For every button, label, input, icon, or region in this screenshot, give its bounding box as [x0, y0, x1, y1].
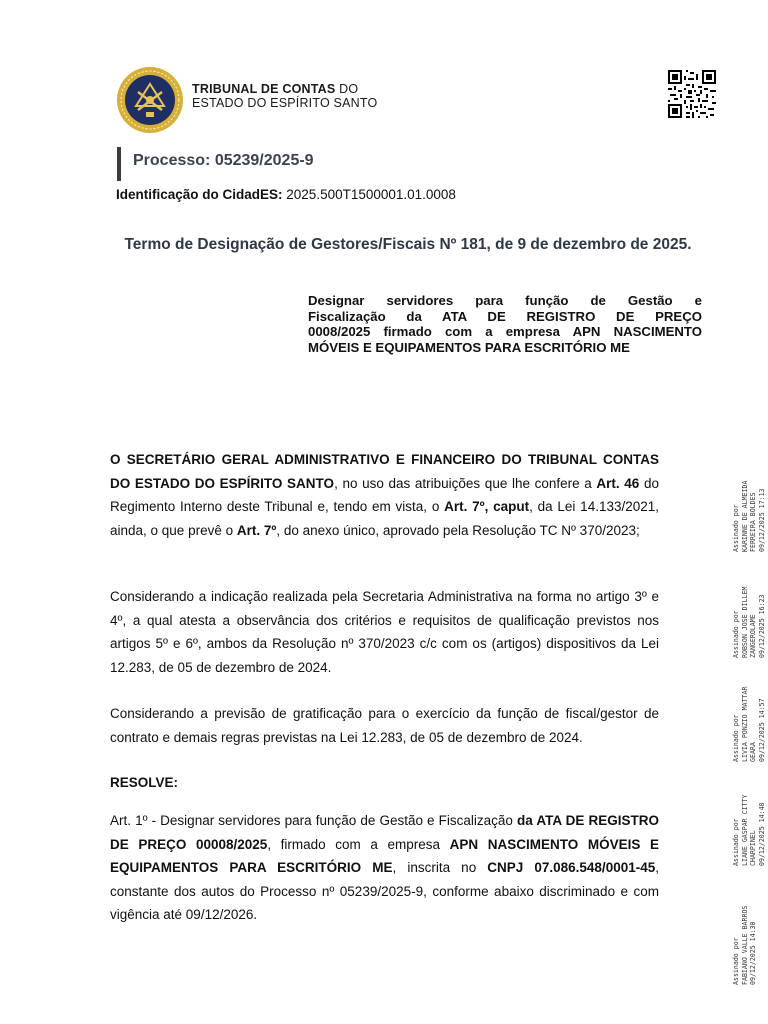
paragraph-considerando-1: Considerando a indicação realizada pela Secretaria Administrativa na forma no artigo 3º e 4º, a qual atesta a observância dos critérios e requisitos de qualificação previstos nos artigos 5º e 6º, ambos da Resolução nº 370/2023 c/c com os (artigos) dispositivos da Lei 12.283, de 05 de dezembro de 2024. [110, 589, 659, 675]
summary-line: 0008/2025 firmado com a empresa APN NASCIMENTO [308, 324, 702, 339]
summary-line: Fiscalização da ATA DE REGISTRO DE PREÇO [308, 308, 702, 324]
cidades-identification: Identificação do CidadES: 2025.500T1500001.01.0008 [116, 187, 456, 202]
org-name: TRIBUNAL DE CONTAS DO ESTADO DO ESPÍRITO SANTO [192, 82, 378, 110]
summary-line: MÓVEIS E EQUIPAMENTOS PARA ESCRITÓRIO ME [308, 339, 630, 355]
signature-stamp: Assinado por ROBSON JOSE DILLEM ZANGEROLAME 09/12/2025 16:23 [732, 586, 766, 658]
signature-stamp: Assinado por FABIANO VALLE BARROS 09/12/2025 14:30 [732, 905, 758, 985]
signature-stamp: Assinado por LIVIA PONZIO MATTAR GEARA 09/12/2025 14:57 [732, 686, 766, 762]
paragraph-considerando-2: Considerando a previsão de gratificação para o exercício da função de fiscal/gestor de contrato e demais regras previstas na Lei 12.283, de 05 de dezembro de 2024. [110, 706, 659, 745]
paragraph-preamble: O SECRETÁRIO GERAL ADMINISTRATIVO E FINANCEIRO DO TRIBUNAL CONTAS DO ESTADO DO ESPÍRITO SANTO, no uso das atribuições que lhe confere a Art. 46 do Regimento Interno deste Tribunal e, tendo em vista, o Art. 7º, caput, da Lei 14.133/2021, ainda, o que prevê o Art. 7º, do anexo único, aprovado pela Resolução TC Nº 370/2023; [110, 452, 660, 538]
process-number: Processo: 05239/2025-9 [133, 152, 314, 169]
signature-stamp: Assinado por LIANE GASPAR CITTY CHARPINEL 09/12/2025 14:48 [732, 794, 766, 866]
signature-stamp: Assinado por KARINNE DE ALMEIDA FERREIRA BOLDES 09/12/2025 17:13 [732, 480, 766, 552]
summary-line: Designar servidores para função de Gestão e [308, 293, 702, 308]
paragraph-article-1: Art. 1º - Designar servidores para função de Gestão e Fiscalização da ATA DE REGISTRO DE PREÇO 00008/2025, firmado com a empresa APN NASCIMENTO MÓVEIS E EQUIPAMENTOS PARA ESCRITÓRIO ME, inscrita no CNPJ 07.086.548/0001-45, constante dos autos do Processo nº 05239/2025-9, conforme abaixo discriminado e com vigência até 09/12/2026. [110, 813, 660, 923]
summary-block [308, 293, 702, 355]
tribunal-seal-icon [116, 66, 184, 134]
document-title: Termo de Designação de Gestores/Fiscais Nº 181, de 9 de dezembro de 2025. [124, 236, 692, 253]
org-name-line2: ESTADO DO ESPÍRITO SANTO [192, 96, 378, 110]
qr-code-icon[interactable] [668, 70, 716, 118]
resolve-heading: RESOLVE: [110, 775, 179, 790]
process-accent-bar [117, 147, 121, 181]
